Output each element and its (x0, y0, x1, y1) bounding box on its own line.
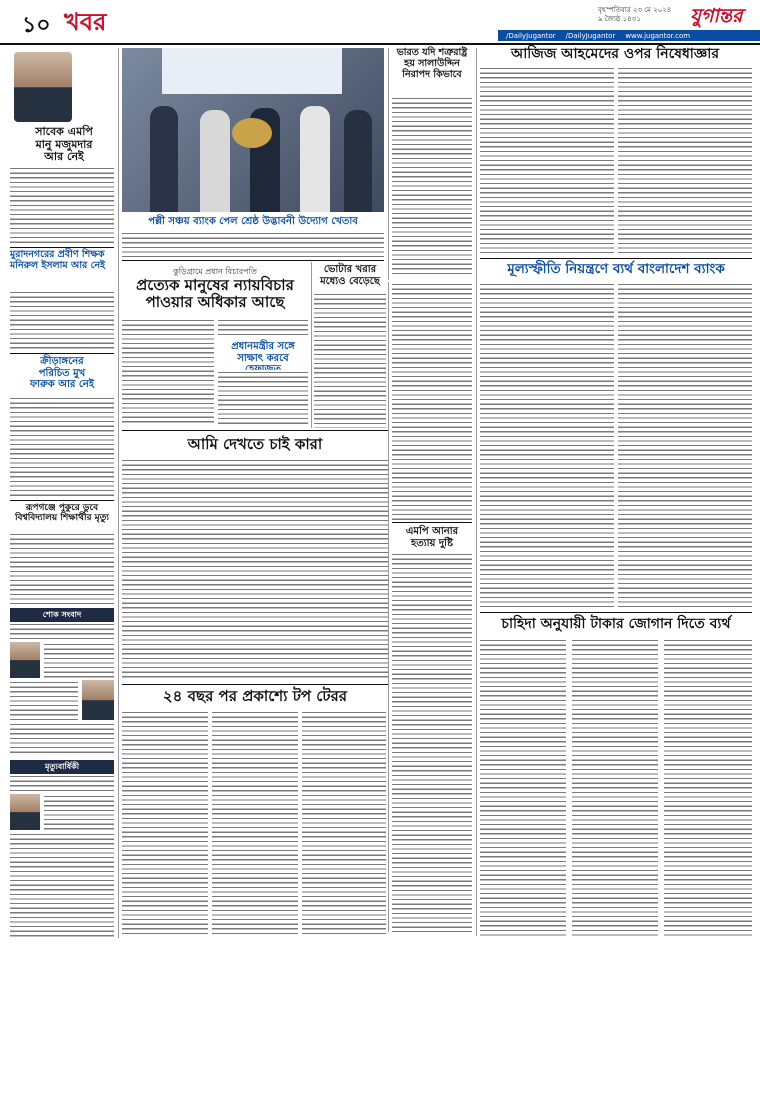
pond-headline: রূপগঞ্জে পুকুরে ডুবে বিশ্ববিদ্যালয় শিক্ষার্থীর মৃত্যু (14, 503, 110, 524)
money-headline: চাহিদা অনুযায়ী টাকার জোগান দিতে ব্যর্থ (501, 616, 731, 632)
death-body-2 (10, 832, 114, 942)
chief-justice-headline: প্রত্যেক মানুষের ন্যায়বিচার পাওয়ার অধিকার আছে (136, 276, 294, 312)
person-2 (200, 110, 230, 212)
aziz-headline: আজিজ আহমেদের ওপর নিষেধাজ্ঞার (510, 46, 720, 62)
rule (122, 430, 388, 431)
money-body-2 (572, 638, 658, 936)
india-body (392, 96, 472, 276)
condolence-portrait-2 (82, 680, 114, 720)
mp-murder-headline: এমপি আনার হত্যায় দুষ্টি (405, 526, 459, 549)
condolence-body-top (10, 622, 114, 640)
person-1 (150, 106, 178, 212)
rule (10, 353, 114, 354)
header-rule (0, 43, 760, 45)
rule (10, 247, 114, 248)
mp-obit-headline: সাবেক এমপি মানু মজুমদার আর নেই (35, 125, 93, 164)
bank-award-headline: পল্লী সঞ্চয় ব্যাংক পেল শ্রেষ্ঠ উদ্ভাবনী উদ্যোগ খেতাব (148, 216, 358, 227)
condolence-portrait-1 (10, 642, 40, 678)
column-rule (476, 48, 477, 936)
twitter-link[interactable]: /DailyJugantor (565, 31, 616, 40)
condolence-body-1 (44, 642, 114, 678)
tender-body-1 (122, 710, 208, 936)
masthead (598, 2, 758, 28)
inflation-body-2 (618, 282, 752, 608)
condolence-body-3 (10, 722, 114, 756)
column-rule (118, 48, 119, 938)
date-line-1: বৃহস্পতিবার ২৩ মে ২০২৪ (598, 6, 672, 14)
death-portrait (10, 794, 40, 830)
mp-obit-body (10, 166, 114, 244)
teacher-obit-headline: মুরাদনগরের প্রবীণ শিক্ষক মনিরুল ইসলাম আর নেই (10, 249, 106, 271)
death-anniversary-title: মৃত্যুবার্ষিকী (10, 760, 114, 775)
bank-award-body (122, 231, 384, 257)
social-bar (498, 30, 760, 41)
tender-body-3 (302, 710, 386, 936)
teacher-obit-body (10, 290, 114, 350)
pm-meet-body (218, 370, 308, 424)
death-body-1 (44, 794, 114, 830)
dekhte-body (122, 458, 388, 680)
mp-portrait (14, 52, 72, 122)
column-rule (311, 262, 312, 428)
sports-obit-headline: ক্রীড়াঙ্গনের পরিচিত মুখ ফারুক আর নেই (29, 356, 95, 390)
india-body-2 (392, 282, 472, 520)
death-body-top (10, 774, 114, 792)
person-5 (344, 110, 372, 212)
column-rule (388, 282, 389, 932)
chief-justice-body-1 (122, 318, 214, 424)
rule (480, 612, 752, 613)
sports-obit-body (10, 396, 114, 496)
rule (10, 500, 114, 501)
inflation-body-1 (480, 282, 614, 608)
bank-award-photo (122, 48, 384, 212)
tender-body-2 (212, 710, 298, 936)
rule (480, 258, 752, 259)
rule (392, 522, 472, 523)
column-rule (388, 48, 389, 280)
pond-body (10, 532, 114, 604)
rule (122, 684, 388, 685)
india-headline: ভারত যদি শত্রুরাষ্ট্র হয় সালাউদ্দিন নিরাপদ কিভাবে (396, 47, 468, 80)
website-link[interactable]: www.jugantor.com (625, 31, 691, 40)
newspaper-logo: যুগান্তর (690, 5, 743, 27)
facebook-link[interactable]: /DailyJugantor (506, 31, 556, 40)
pm-meet-headline: প্রধানমন্ত্রীর সঙ্গে সাক্ষাৎ করবে (231, 341, 295, 364)
page-header (0, 0, 760, 44)
award-plaque (232, 118, 272, 148)
inflation-headline: মূল্যস্ফীতি নিয়ন্ত্রণে ব্যর্থ বাংলাদেশ ব্যাংক (507, 261, 725, 277)
aziz-body-2 (618, 66, 752, 254)
voter-headline: ভোটার খরার মধ্যেও বেড়েছে (320, 264, 380, 287)
condolence-box-title: শোক সংবাদ (10, 608, 114, 623)
backdrop-banner (162, 48, 342, 94)
section-title: খবর (64, 8, 107, 36)
condolence-body-2 (10, 680, 78, 720)
dekhte-headline: আমি দেখতে চাই কারা (187, 435, 323, 453)
rule (122, 260, 384, 261)
person-4 (300, 106, 330, 212)
mp-murder-body (392, 552, 472, 932)
tender-headline: ২৪ বছর পর প্রকাশ্যে টপ টেরর (162, 687, 348, 705)
chief-justice-kicker: কুড়িগ্রামে প্রধান বিচারপতি (173, 267, 257, 276)
page-number: ১০ (22, 13, 51, 38)
chief-justice-body-2 (218, 318, 308, 338)
money-body-1 (480, 638, 566, 936)
bottom-margin (0, 940, 760, 1094)
money-body-3 (664, 638, 752, 936)
aziz-body-1 (480, 66, 614, 254)
date-line-2: ৯ জ্যৈষ্ঠ ১৪৩১ (598, 15, 641, 23)
voter-body (314, 292, 386, 428)
